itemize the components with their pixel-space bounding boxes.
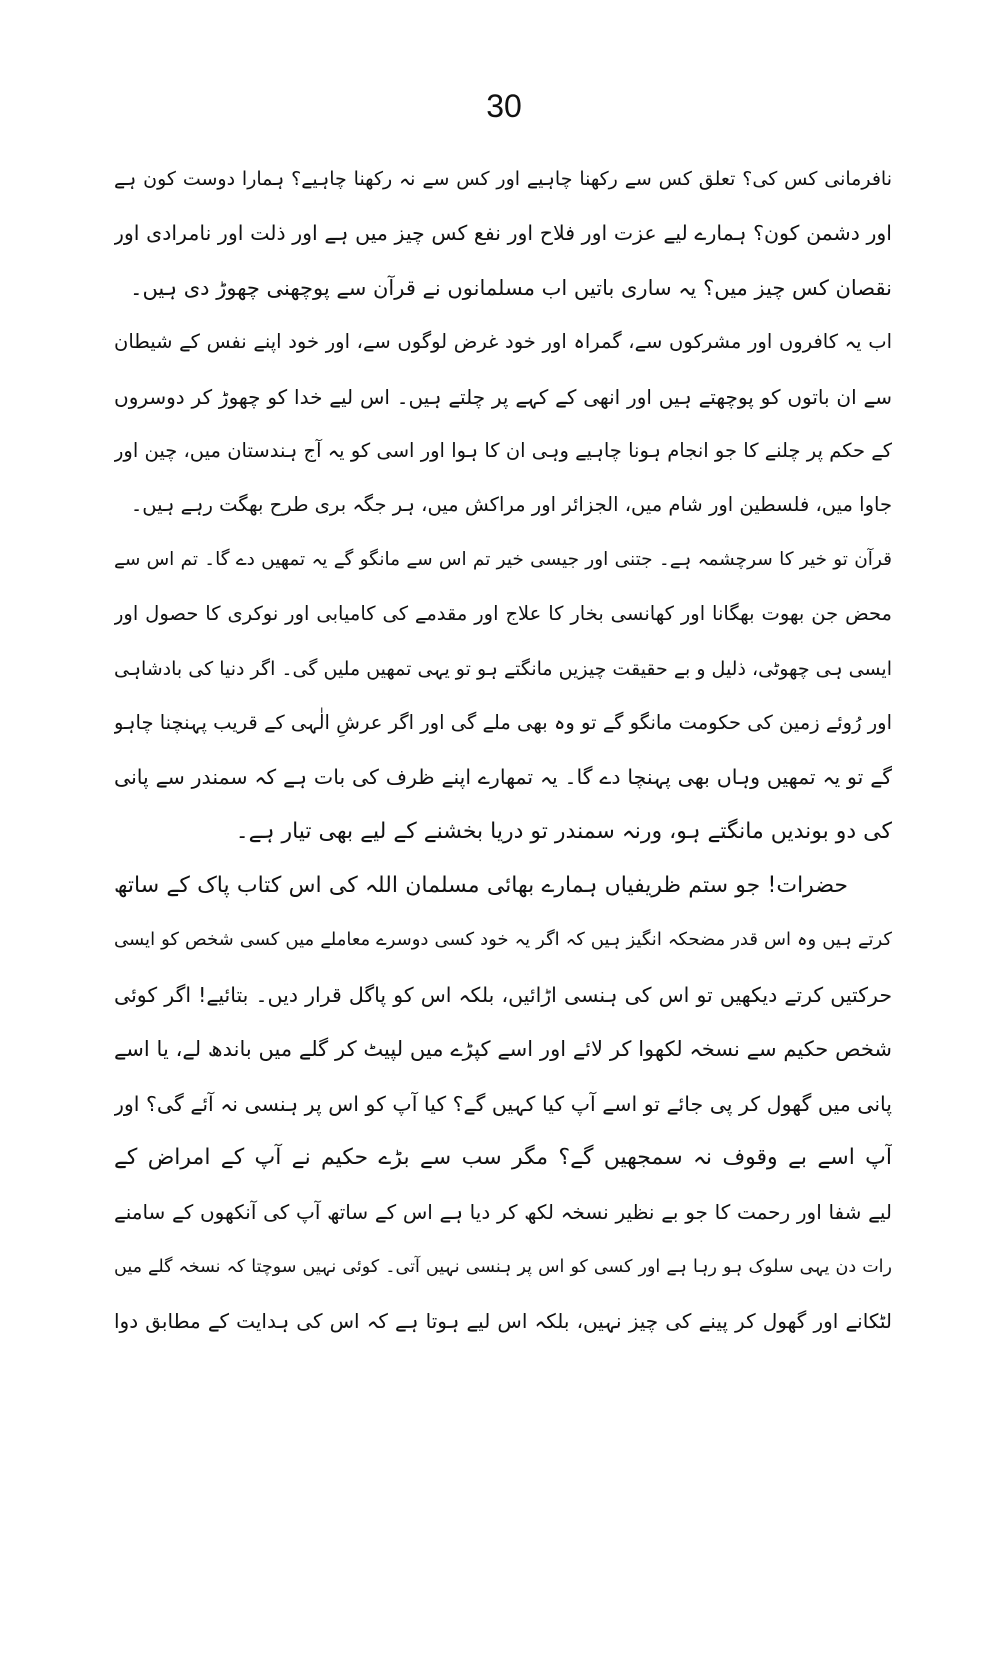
text-line: اور دشمن کون؟ ہمارے لیے عزت اور فلاح اور نفع کس چیز میں ہے اور ذلت اور نامرادی اور bbox=[114, 221, 892, 246]
text-line: جاوا میں، فلسطین اور شام میں، الجزائر اور مراکش میں، ہر جگہ بری طرح بھگت رہے ہیں۔ bbox=[130, 493, 892, 517]
text-line: حضرات! جو ستم ظریفیاں ہمارے بھائی مسلمان اللہ کی اس کتاب پاک کے ساتھ bbox=[114, 873, 848, 899]
text-line: اب یہ کافروں اور مشرکوں سے، گمراہ اور خود غرض لوگوں سے، اور خود اپنے نفس کے شیطان bbox=[114, 330, 892, 354]
text-line: اور رُوئے زمین کی حکومت مانگو گے تو وہ بھی ملے گی اور اگر عرشِ الٰہی کے قریب پہنچنا چاہو bbox=[114, 710, 892, 734]
text-line: لٹکانے اور گھول کر پینے کی چیز نہیں، بلکہ اس لیے ہوتا ہے کہ اس کی ہدایت کے مطابق دوا bbox=[114, 1309, 892, 1334]
text-line: کے حکم پر چلنے کا جو انجام ہونا چاہیے وہی ان کا ہوا اور اسی کو یہ آج ہندستان میں، چین اور bbox=[114, 438, 892, 462]
text-line: آپ اسے بے وقوف نہ سمجھیں گے؟ مگر سب سے بڑے حکیم نے آپ کے امراض کے bbox=[114, 1145, 892, 1171]
text-line: شخص حکیم سے نسخہ لکھوا کر لائے اور اسے کپڑے میں لپیٹ کر گلے میں باندھ لے، یا اسے bbox=[114, 1037, 892, 1062]
text-line: حرکتیں کرتے دیکھیں تو اس کی ہنسی اڑائیں، بلکہ اس کو پاگل قرار دیں۔ بتائیے! اگر کوئی bbox=[114, 982, 892, 1007]
text-line: لیے شفا اور رحمت کا جو بے نظیر نسخہ لکھ کر دیا ہے اس کے ساتھ آپ کی آنکھوں کے سامنے bbox=[114, 1200, 892, 1225]
text-line: نقصان کس چیز میں؟ یہ ساری باتیں اب مسلمانوں نے قرآن سے پوچھنی چھوڑ دی ہیں۔ bbox=[130, 275, 892, 300]
text-line: نافرمانی کس کی؟ تعلق کس سے رکھنا چاہیے اور کس سے نہ رکھنا چاہیے؟ ہمارا دوست کون ہے bbox=[114, 168, 892, 190]
text-line: کی دو بوندیں مانگتے ہو، ورنہ سمندر تو دریا بخشنے کے لیے بھی تیار ہے۔ bbox=[235, 818, 892, 844]
text-line: قرآن تو خیر کا سرچشمہ ہے۔ جتنی اور جیسی خیر تم اس سے مانگو گے یہ تمھیں دے گا۔ تم اس سے bbox=[114, 548, 892, 570]
text-line: سے ان باتوں کو پوچھتے ہیں اور انھی کے کہے پر چلتے ہیں۔ اس لیے خدا کو چھوڑ کر دوسروں bbox=[114, 384, 892, 409]
text-line: گے تو یہ تمھیں وہاں بھی پہنچا دے گا۔ یہ تمھارے اپنے ظرف کی بات ہے کہ سمندر سے پانی bbox=[114, 765, 892, 790]
text-line: پانی میں گھول کر پی جائے تو اسے آپ کیا کہیں گے؟ کیا آپ کو اس پر ہنسی نہ آئے گی؟ اور bbox=[114, 1091, 892, 1116]
body-text bbox=[114, 152, 892, 1349]
text-line: ایسی ہی چھوٹی، ذلیل و بے حقیقت چیزیں مانگتے ہو تو یہی تمھیں ملیں گی۔ اگر دنیا کی بادشاہی bbox=[114, 657, 892, 680]
page-number: 30 bbox=[486, 88, 522, 124]
text-line: محض جن بھوت بھگانا اور کھانسی بخار کا علاج اور مقدمے کی کامیابی اور نوکری کا حصول اور bbox=[114, 602, 892, 626]
text-line: کرتے ہیں وہ اس قدر مضحکہ انگیز ہیں کہ اگر یہ خود کسی دوسرے معاملے میں کسی شخص کو ایسی bbox=[114, 929, 892, 951]
text-line: رات دن یہی سلوک ہو رہا ہے اور کسی کو اس پر ہنسی نہیں آتی۔ کوئی نہیں سوچتا کہ نسخہ گلے میں bbox=[114, 1256, 892, 1277]
